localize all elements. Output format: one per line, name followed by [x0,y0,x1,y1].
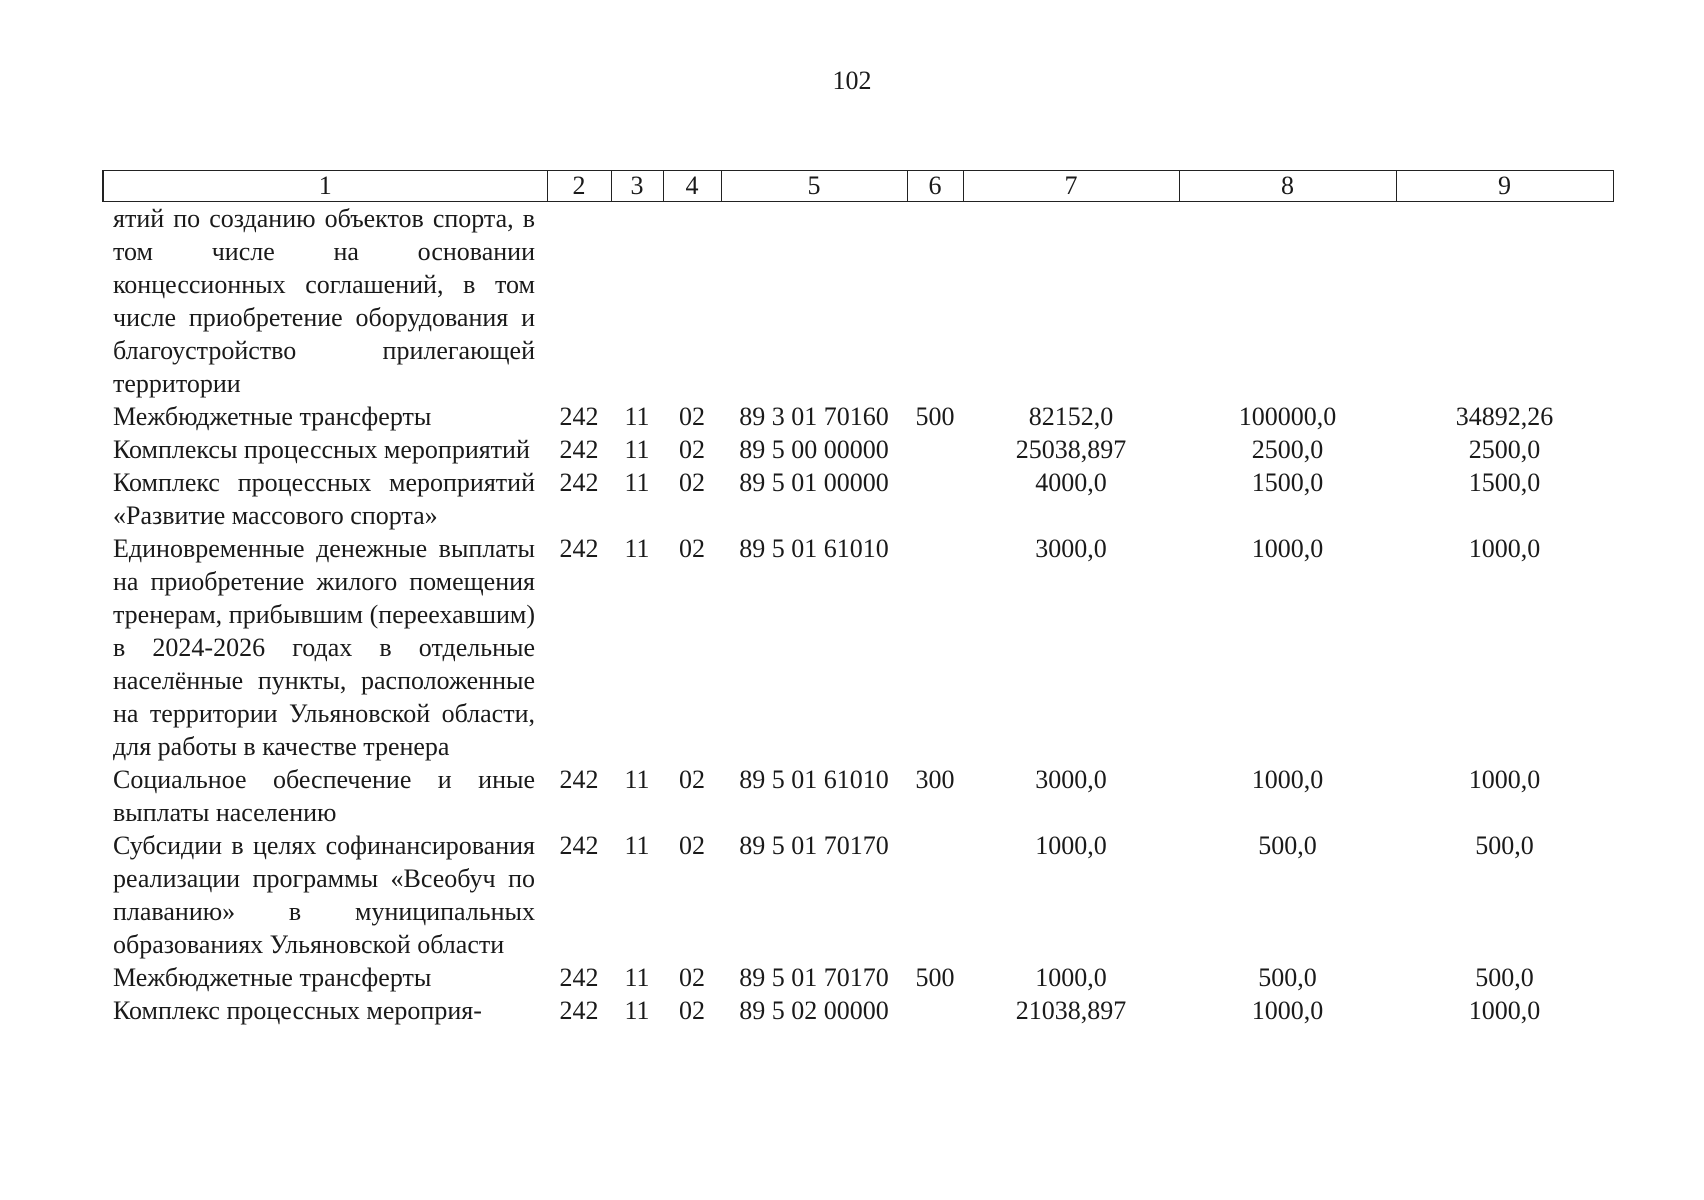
row-name-cell: ятий по созданию объектов спорта, в том числе на основании концессионных соглашений, в том числе приобретение оборудования и благоустройство прилегающей территории [113,204,535,398]
row-col2-cell [547,202,611,401]
row-amount-col9-cell: 500,0 [1475,831,1534,860]
table-row [103,400,1613,433]
row-amount-col9-cell: 2500,0 [1468,435,1541,464]
row-name-cell: Комплекс процессных мероприя- [113,996,482,1025]
column-header-8: 8 [1179,171,1396,202]
row-col6-cell [907,829,963,961]
row-col2-cell: 242 [559,435,599,464]
row-amount-col7-cell [963,202,1179,401]
row-amount-col8-cell: 1000,0 [1251,534,1324,563]
page-number-text: 102 [832,66,872,95]
table-row [103,433,1613,466]
row-amount-col8-cell: 500,0 [1258,831,1317,860]
row-amount-col7-cell: 3000,0 [1035,765,1107,794]
row-col2-cell: 242 [559,534,599,563]
row-amount-col7-cell: 25038,897 [1015,435,1127,464]
budget-table-sheet [102,170,1612,1027]
row-col3-cell: 11 [624,996,650,1025]
column-header-7: 7 [963,171,1179,202]
row-amount-col9-cell: 34892,26 [1455,402,1554,431]
row-code-cell: 89 5 01 61010 [739,534,889,563]
row-code-cell: 89 5 01 00000 [739,468,889,497]
row-col4-cell: 02 [679,996,705,1025]
row-amount-col8-cell: 500,0 [1258,963,1317,992]
row-amount-col7-cell: 1000,0 [1035,963,1107,992]
row-name-cell: Межбюджетные трансферты [113,963,432,992]
row-amount-col9-cell: 1000,0 [1468,534,1541,563]
row-col6-cell [907,466,963,532]
table-header-row [103,171,1613,202]
row-amount-col9-cell: 500,0 [1475,963,1534,992]
row-col6-cell [907,994,963,1027]
table-row [103,961,1613,994]
row-col3-cell: 11 [624,831,650,860]
row-col3-cell: 11 [624,468,650,497]
page-number [0,66,1704,96]
table-header [103,171,1613,202]
column-header-9: 9 [1396,171,1613,202]
column-header-5: 5 [721,171,907,202]
row-col6-cell: 300 [915,765,955,794]
column-header-6: 6 [907,171,963,202]
row-code-cell: 89 5 01 61010 [739,765,889,794]
row-amount-col7-cell: 4000,0 [1035,468,1107,497]
row-col3-cell: 11 [624,534,650,563]
row-name-cell: Социальное обеспечение и иные выплаты населению [113,765,535,827]
row-amount-col9-cell: 1000,0 [1468,996,1541,1025]
budget-table [102,170,1614,1027]
row-code-cell: 89 5 02 00000 [739,996,889,1025]
row-code-cell [721,202,907,401]
row-col6-cell [907,532,963,763]
row-code-cell: 89 3 01 70160 [739,402,889,431]
column-header-3: 3 [611,171,663,202]
row-name-cell: Субсидии в целях софинансирования реализации программы «Всеобуч по плаванию» в муниципальных образованиях Ульяновской области [113,831,535,959]
row-col6-cell [907,202,963,401]
table-row [103,532,1613,763]
row-amount-col8-cell: 2500,0 [1251,435,1324,464]
row-amount-col8-cell: 1500,0 [1251,468,1324,497]
row-col4-cell: 02 [679,765,705,794]
row-amount-col9-cell: 1500,0 [1468,468,1541,497]
table-row [103,466,1613,532]
row-col4-cell: 02 [679,435,705,464]
row-col4-cell: 02 [679,963,705,992]
table-row [103,202,1613,401]
row-col3-cell: 11 [624,963,650,992]
row-col2-cell: 242 [559,963,599,992]
row-col2-cell: 242 [559,996,599,1025]
row-col3-cell [611,202,663,401]
row-code-cell: 89 5 01 70170 [739,963,889,992]
row-col4-cell: 02 [679,534,705,563]
row-col2-cell: 242 [559,831,599,860]
row-col4-cell: 02 [679,468,705,497]
table-row [103,829,1613,961]
row-col4-cell: 02 [679,831,705,860]
row-col4-cell: 02 [679,402,705,431]
row-col2-cell: 242 [559,765,599,794]
row-name-cell: Комплексы процессных мероприятий [113,435,530,464]
row-amount-col7-cell: 3000,0 [1035,534,1107,563]
row-code-cell: 89 5 00 00000 [739,435,889,464]
row-amount-col8-cell: 1000,0 [1251,765,1324,794]
row-amount-col8-cell: 100000,0 [1238,402,1337,431]
row-amount-col8-cell: 1000,0 [1251,996,1324,1025]
row-amount-col7-cell: 21038,897 [1015,996,1127,1025]
table-body [103,202,1613,1028]
row-col6-cell: 500 [915,402,955,431]
column-header-2: 2 [547,171,611,202]
row-col3-cell: 11 [624,435,650,464]
row-amount-col9-cell: 1000,0 [1468,765,1541,794]
row-amount-col7-cell: 82152,0 [1028,402,1114,431]
row-col6-cell: 500 [915,963,955,992]
row-col3-cell: 11 [624,402,650,431]
column-header-1: 1 [103,171,547,202]
row-code-cell: 89 5 01 70170 [739,831,889,860]
row-amount-col9-cell [1396,202,1613,401]
table-row [103,763,1613,829]
row-name-cell: Комплекс процессных мероприятий «Развитие массового спорта» [113,468,535,530]
row-col6-cell [907,433,963,466]
row-amount-col8-cell [1179,202,1396,401]
row-name-cell: Межбюджетные трансферты [113,402,432,431]
row-name-cell: Единовременные денежные выплаты на приобретение жилого помещения тренерам, прибывшим (переехавшим) в 2024-2026 годах в отдельные населённые пункты, расположенные на территории Ульяновской области, для работы в качестве тренера [113,534,535,761]
row-amount-col7-cell: 1000,0 [1035,831,1107,860]
column-header-4: 4 [663,171,721,202]
row-col2-cell: 242 [559,402,599,431]
table-row [103,994,1613,1027]
row-col2-cell: 242 [559,468,599,497]
row-col4-cell [663,202,721,401]
row-col3-cell: 11 [624,765,650,794]
